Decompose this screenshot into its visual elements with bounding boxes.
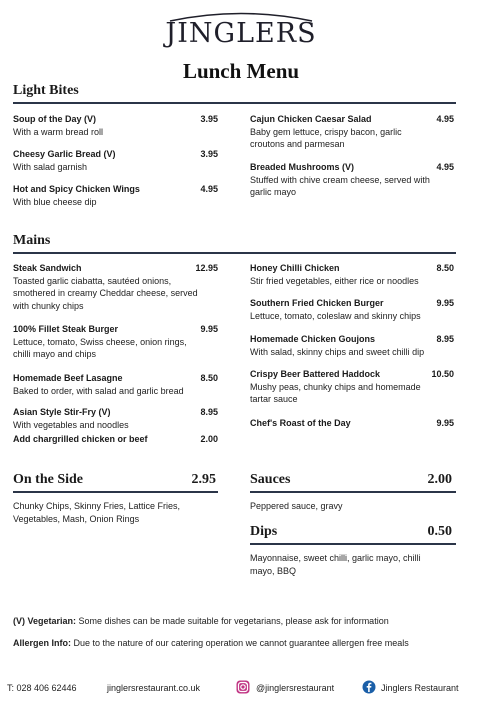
- menu-item: [250, 161, 454, 199]
- page-title: Lunch Menu: [182, 59, 300, 83]
- divider-dips: [250, 543, 456, 545]
- item-description: garlic mayo: [250, 187, 297, 197]
- divider-mains: [13, 252, 456, 254]
- menu-item: [250, 333, 454, 358]
- footer-website[interactable]: jinglersrestaurant.co.uk: [107, 683, 201, 693]
- section-heading-sauces: Sauces: [250, 472, 291, 487]
- item-price: 10.50: [431, 369, 454, 379]
- item-price: 9.95: [200, 324, 218, 334]
- item-price: 9.95: [436, 418, 454, 428]
- item-price: 4.95: [200, 184, 218, 194]
- vegetarian-note: [13, 615, 473, 628]
- allergen-note: [13, 637, 473, 650]
- divider-light-bites: [13, 102, 456, 104]
- item-name: Soup of the Day (V): [13, 114, 96, 124]
- menu-item: [13, 113, 218, 138]
- menu-item: [13, 372, 218, 397]
- instagram-icon[interactable]: [236, 680, 250, 694]
- item-description: With salad, skinny chips and sweet chilli dip: [250, 346, 425, 357]
- footer-facebook-name[interactable]: Jinglers Restaurant: [381, 683, 459, 693]
- item-price: 3.95: [200, 114, 218, 124]
- side-items: [13, 500, 223, 526]
- item-name: Crispy Beer Battered Haddock: [250, 369, 381, 379]
- item-description: tartar sauce: [250, 394, 298, 404]
- item-name: Chef's Roast of the Day: [250, 418, 351, 428]
- item-description: Lettuce, tomato, Swiss cheese, onion rings,: [13, 336, 187, 347]
- menu-item: [250, 297, 454, 322]
- item-name: Asian Style Stir-Fry (V): [13, 407, 111, 417]
- item-description: Mushy peas, chunky chips and homemade: [250, 381, 421, 392]
- divider-on-the-side: [13, 491, 218, 493]
- side-price: 2.95: [191, 472, 216, 487]
- item-description: smothered in creamy Cheddar cheese, served: [13, 288, 198, 298]
- menu-item: [250, 417, 454, 430]
- menu-item: [250, 113, 454, 151]
- item-description: Baked to order, with salad and garlic bread: [13, 385, 184, 396]
- item-price: 12.95: [195, 263, 218, 273]
- brand-name: JINGLERS: [165, 18, 317, 49]
- item-description: Baby gem lettuce, crispy bacon, garlic: [250, 126, 402, 137]
- dips-items-line: mayo, BBQ: [250, 566, 297, 576]
- menu-item: [250, 368, 454, 406]
- item-price: 4.95: [436, 114, 454, 124]
- item-description: Lettuce, tomato, coleslaw and skinny chips: [250, 310, 421, 321]
- item-name: Honey Chilli Chicken: [250, 263, 340, 273]
- dips-items-line: Mayonnaise, sweet chilli, garlic mayo, chilli: [250, 553, 421, 563]
- item-name: Cheesy Garlic Bread (V): [13, 149, 116, 159]
- item-description: With a warm bread roll: [13, 126, 104, 137]
- section-heading-on-the-side: On the Side: [13, 472, 84, 487]
- menu-item: [250, 262, 454, 287]
- side-items-line: Vegetables, Mash, Onion Rings: [13, 514, 140, 524]
- allergen-text: Due to the nature of our catering operation we cannot guarantee allergen free meals: [71, 638, 409, 648]
- sauces-price: 2.00: [427, 472, 452, 487]
- menu-item: [13, 406, 218, 431]
- item-name: Cajun Chicken Caesar Salad: [250, 114, 372, 124]
- menu-item: [13, 262, 218, 312]
- item-price: 2.00: [200, 434, 218, 444]
- sauces-items-line: Peppered sauce, gravy: [250, 501, 343, 511]
- logo: [0, 6, 482, 49]
- item-name: Homemade Beef Lasagne: [13, 373, 123, 383]
- item-description: Toasted garlic ciabatta, sautéed onions,: [13, 275, 172, 286]
- menu-item-addon: [13, 433, 218, 446]
- item-description: With salad garnish: [13, 161, 88, 172]
- menu-item: [13, 183, 218, 208]
- item-name: Steak Sandwich: [13, 263, 82, 273]
- item-name: Southern Fried Chicken Burger: [250, 298, 384, 308]
- sauces-items: [250, 500, 456, 513]
- item-price: 4.95: [436, 162, 454, 172]
- menu-item: [13, 148, 218, 173]
- item-price: 8.95: [200, 407, 218, 417]
- item-name: Add chargrilled chicken or beef: [13, 434, 148, 444]
- item-name: 100% Fillet Steak Burger: [13, 324, 119, 334]
- side-items-line: Chunky Chips, Skinny Fries, Lattice Fries,: [13, 501, 181, 511]
- facebook-icon[interactable]: [362, 680, 376, 694]
- footer-phone: T: 028 406 62446: [7, 683, 77, 693]
- item-price: 8.50: [200, 373, 218, 383]
- footer-instagram-handle[interactable]: @jinglersrestaurant: [256, 683, 335, 693]
- item-name: Hot and Spicy Chicken Wings: [13, 184, 140, 194]
- item-description: with chunky chips: [13, 300, 84, 311]
- dips-items: [250, 552, 456, 578]
- item-description: chilli mayo and chips: [13, 349, 97, 359]
- item-price: 8.95: [436, 334, 454, 344]
- item-name: Breaded Mushrooms (V): [250, 162, 355, 172]
- item-description: Stir fried vegetables, either rice or noodles: [250, 275, 419, 286]
- divider-sauces: [250, 491, 456, 493]
- section-heading-light-bites: Light Bites: [13, 83, 79, 98]
- section-heading-dips: Dips: [250, 524, 278, 539]
- vegetarian-text: Some dishes can be made suitable for vegetarians, please ask for information: [76, 616, 389, 626]
- item-description: With blue cheese dip: [13, 196, 97, 207]
- section-heading-mains: Mains: [13, 233, 51, 248]
- item-description: Stuffed with chive cream cheese, served with: [250, 174, 430, 185]
- item-description: With vegetables and noodles: [13, 419, 129, 430]
- menu-item: [13, 323, 218, 361]
- item-price: 9.95: [436, 298, 454, 308]
- item-price: 8.50: [436, 263, 454, 273]
- item-price: 3.95: [200, 149, 218, 159]
- vegetarian-label: (V) Vegetarian:: [13, 616, 77, 626]
- item-description: croutons and parmesan: [250, 139, 345, 149]
- item-name: Homemade Chicken Goujons: [250, 334, 376, 344]
- allergen-label: Allergen Info:: [13, 638, 71, 648]
- dips-price: 0.50: [427, 524, 452, 539]
